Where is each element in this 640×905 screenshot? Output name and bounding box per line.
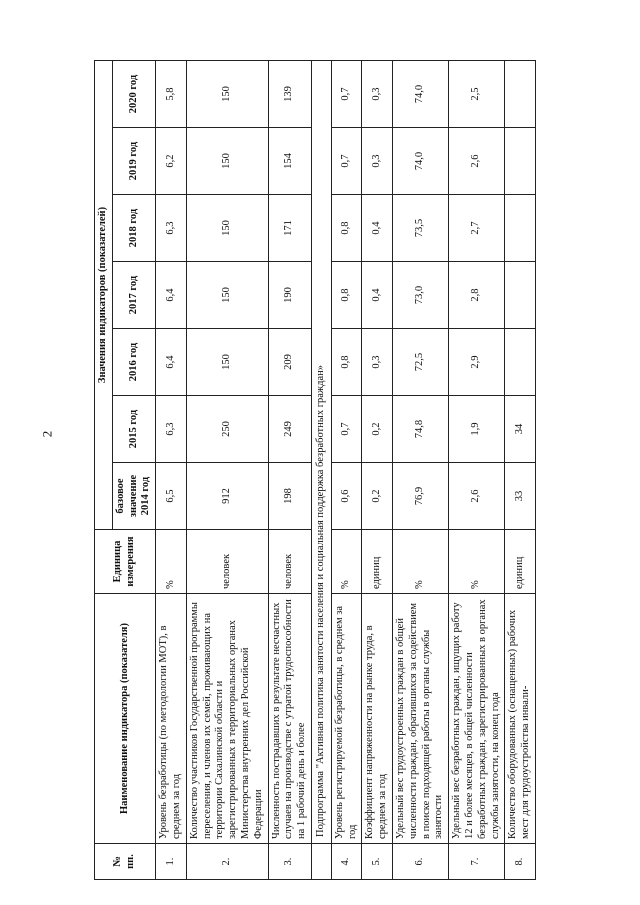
value-cell: 5,8 (156, 61, 187, 128)
value-cell: 0,7 (331, 61, 362, 128)
value-cell: 190 (268, 262, 311, 329)
value-cell: 6,3 (156, 195, 187, 262)
value-cell (505, 329, 536, 396)
value-cell: 2,6 (449, 463, 505, 530)
header-year: 2015 год (112, 396, 155, 463)
indicator-name: Удельный вес трудоустроенных граждан в общей численности граждан, обратившихся за содействием в поиске подходящей работы в органы службы занятости (392, 594, 448, 844)
value-cell: 150 (186, 329, 268, 396)
value-cell: 6,4 (156, 262, 187, 329)
value-cell: 73,5 (392, 195, 448, 262)
value-cell: 2,6 (449, 128, 505, 195)
value-cell: 154 (268, 128, 311, 195)
header-row-1 (95, 61, 113, 880)
table-row (392, 61, 448, 880)
value-cell: 76,9 (392, 463, 448, 530)
value-cell: 0,4 (362, 195, 393, 262)
table-row (186, 61, 268, 880)
indicator-name: Численность пострадавших в результате несчастных случаев на производстве с утратой трудоспособности на 1 рабочий день и более (268, 594, 311, 844)
row-number: 6. (392, 844, 448, 880)
value-cell: 0,7 (331, 396, 362, 463)
indicators-table (94, 60, 536, 880)
table-row (331, 61, 362, 880)
header-year: 2020 год (112, 61, 155, 128)
indicators-table-rotated (94, 60, 604, 880)
value-cell: 0,6 (331, 463, 362, 530)
value-cell: 6,4 (156, 329, 187, 396)
indicator-name: Коэффициент напряженности на рынке труда, в среднем за год (362, 594, 393, 844)
row-number: 8. (505, 844, 536, 880)
value-cell: 150 (186, 128, 268, 195)
value-cell: 0,8 (331, 262, 362, 329)
indicator-name: Количество участников Государственной программы переселения, и членов их семей, проживающих на территории Сахалинской области и зарегистрированных в территориальных органах Министерства внутренних дел Российской Федерации (186, 594, 268, 844)
page-number: 2 (39, 430, 55, 438)
header-name: Наименование индикатора (показателя) (95, 594, 156, 844)
value-cell: 74,0 (392, 61, 448, 128)
value-cell: 73,0 (392, 262, 448, 329)
row-number: 4. (331, 844, 362, 880)
table-row (156, 61, 187, 880)
value-cell (505, 262, 536, 329)
value-cell: 0,7 (331, 128, 362, 195)
header-values-group: Значения индикаторов (показателей) (95, 61, 113, 530)
value-cell: 6,2 (156, 128, 187, 195)
value-cell: 2,8 (449, 262, 505, 329)
indicator-unit: единиц (505, 530, 536, 594)
row-number: 2. (186, 844, 268, 880)
indicator-unit: % (156, 530, 187, 594)
indicator-unit: % (449, 530, 505, 594)
value-cell: 198 (268, 463, 311, 530)
value-cell: 0,3 (362, 61, 393, 128)
value-cell: 150 (186, 262, 268, 329)
value-cell: 0,8 (331, 195, 362, 262)
table-row (505, 61, 536, 880)
table-row (268, 61, 311, 880)
value-cell: 139 (268, 61, 311, 128)
value-cell: 2,7 (449, 195, 505, 262)
indicator-name: Уровень регистрируемой безработицы, в среднем за год (331, 594, 362, 844)
indicator-unit: % (392, 530, 448, 594)
value-cell: 171 (268, 195, 311, 262)
header-unit: Единица измерения (95, 530, 156, 594)
value-cell: 74,8 (392, 396, 448, 463)
header-year: 2018 год (112, 195, 155, 262)
subprogram-spacer (311, 844, 331, 880)
value-cell: 74,0 (392, 128, 448, 195)
value-cell: 6,5 (156, 463, 187, 530)
value-cell (505, 61, 536, 128)
header-year: 2017 год (112, 262, 155, 329)
indicator-name: Количество оборудованных (оснащенных) рабочих мест для трудоустройства инвали- (505, 594, 536, 844)
indicator-name: Уровень безработицы (по методологии МОТ), в среднем за год (156, 594, 187, 844)
value-cell: 0,2 (362, 463, 393, 530)
row-number: 1. (156, 844, 187, 880)
row-number: 7. (449, 844, 505, 880)
row-number: 5. (362, 844, 393, 880)
indicator-unit: % (331, 530, 362, 594)
header-year: 2016 год (112, 329, 155, 396)
value-cell: 2,9 (449, 329, 505, 396)
value-cell: 250 (186, 396, 268, 463)
indicator-name: Удельный вес безработных граждан, ищущих работу 12 и более месяцев, в общей численности безработных граждан, зарегистрированных в органах службы занятости, на конец года (449, 594, 505, 844)
indicator-unit: человек (186, 530, 268, 594)
value-cell: 1,9 (449, 396, 505, 463)
subprogram-title: Подпрограмма "Активная политика занятости населения и социальная поддержка безработных граждан» (311, 61, 331, 844)
value-cell: 209 (268, 329, 311, 396)
value-cell: 0,3 (362, 128, 393, 195)
header-no: № пп. (95, 844, 156, 880)
value-cell (505, 195, 536, 262)
value-cell: 912 (186, 463, 268, 530)
value-cell: 150 (186, 61, 268, 128)
header-year: 2019 год (112, 128, 155, 195)
value-cell: 0,3 (362, 329, 393, 396)
indicator-unit: человек (268, 530, 311, 594)
table-row (449, 61, 505, 880)
row-number: 3. (268, 844, 311, 880)
value-cell: 72,5 (392, 329, 448, 396)
value-cell: 34 (505, 396, 536, 463)
subprogram-row (311, 61, 331, 880)
value-cell (505, 128, 536, 195)
value-cell: 0,2 (362, 396, 393, 463)
value-cell: 150 (186, 195, 268, 262)
value-cell: 249 (268, 396, 311, 463)
header-year: базовое значение 2014 год (112, 463, 155, 530)
value-cell: 0,4 (362, 262, 393, 329)
value-cell: 0,8 (331, 329, 362, 396)
value-cell: 33 (505, 463, 536, 530)
value-cell: 6,3 (156, 396, 187, 463)
indicator-unit: единиц (362, 530, 393, 594)
value-cell: 2,5 (449, 61, 505, 128)
table-row (362, 61, 393, 880)
